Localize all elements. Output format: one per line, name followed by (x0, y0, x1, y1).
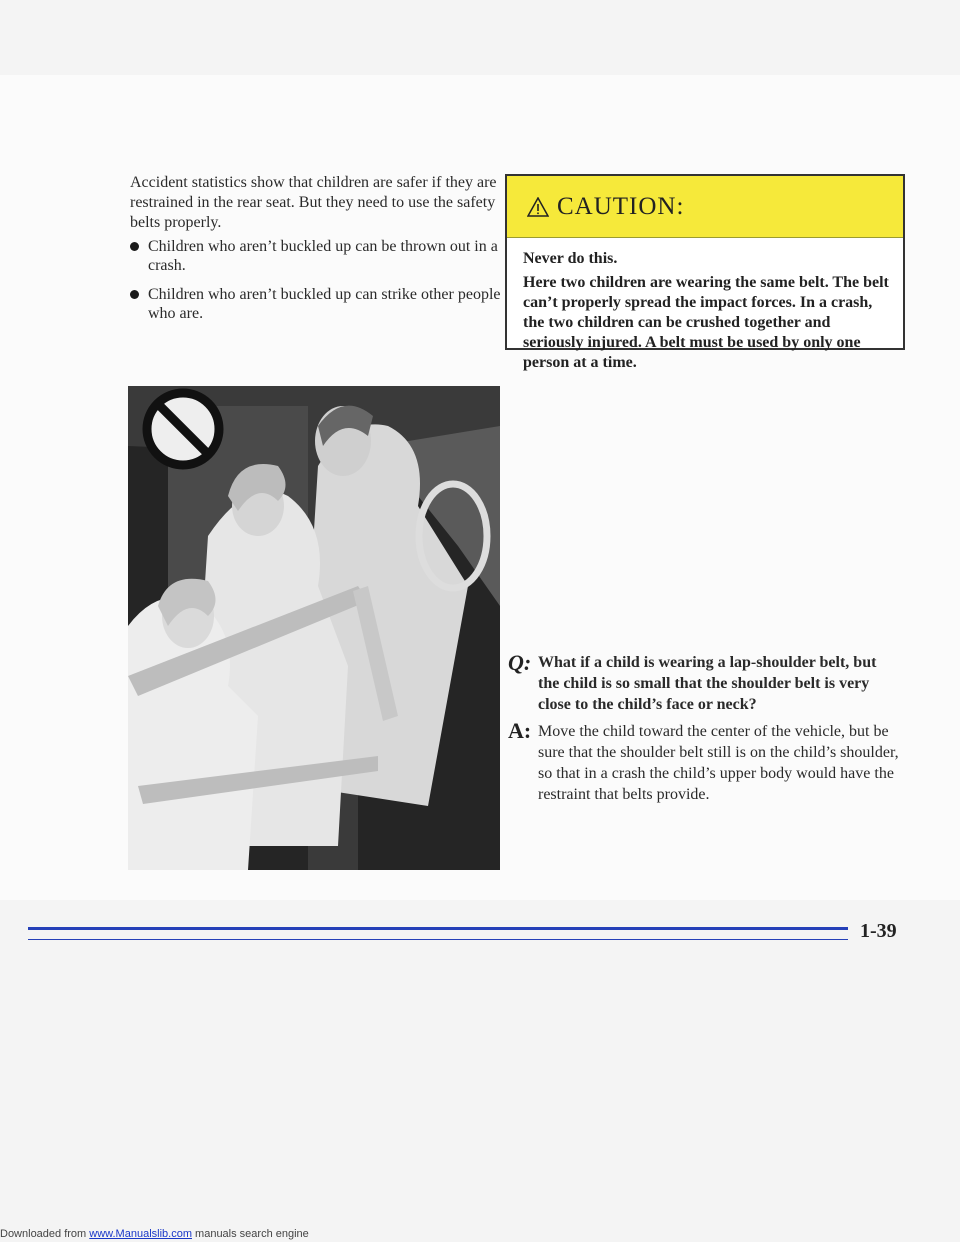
page-divider (28, 939, 848, 940)
warning-triangle-icon (527, 197, 549, 217)
page-divider (28, 927, 848, 930)
page-number: 1-39 (860, 920, 897, 942)
caution-title: CAUTION: (557, 192, 685, 220)
answer-mark-label: A: (508, 718, 532, 743)
manualslib-link[interactable]: www.Manualslib.com (89, 1228, 192, 1240)
caution-line: Never do this. (523, 250, 618, 267)
bullet-icon (130, 242, 139, 251)
caution-box (505, 174, 905, 371)
bullet-icon (130, 290, 139, 299)
intro-paragraph: Accident statistics show that children are safer if they are restrained in the rear seat. But they need to use the safety belts properly. (130, 174, 497, 231)
bullet-text: Children who aren’t buckled up can strike other people who are. (148, 286, 501, 322)
bullet-item (130, 237, 510, 275)
bullet-text: Children who aren’t buckled up can be thrown out in a crash. (148, 238, 498, 274)
manual-page (0, 75, 960, 942)
bullet-list (130, 237, 510, 333)
download-footer (0, 1228, 309, 1240)
answer-text: Move the child toward the center of the vehicle, but be sure that the shoulder belt still is on the child’s shoulder, so that in a crash the child’s upper body would have the restraint that belts provide. (538, 723, 899, 803)
question-text: What if a child is wearing a lap-shoulder belt, but the child is so small that the shoulder belt is very close to the child’s face or neck? (538, 654, 877, 713)
caution-line: Here two children are wearing the same belt. The belt can’t properly spread the impact forces. In a crash, the two children can be crushed together and seriously injured. A belt must be used by only one person at a time. (523, 274, 889, 371)
two-children-one-belt-illustration (128, 386, 500, 870)
bullet-item (130, 285, 510, 323)
footer-prefix: Downloaded from (0, 1228, 90, 1240)
footer-suffix: manuals search engine (191, 1228, 309, 1240)
caution-header (507, 176, 903, 238)
caution-body (507, 238, 903, 373)
question-mark-label: Q: (508, 650, 532, 675)
